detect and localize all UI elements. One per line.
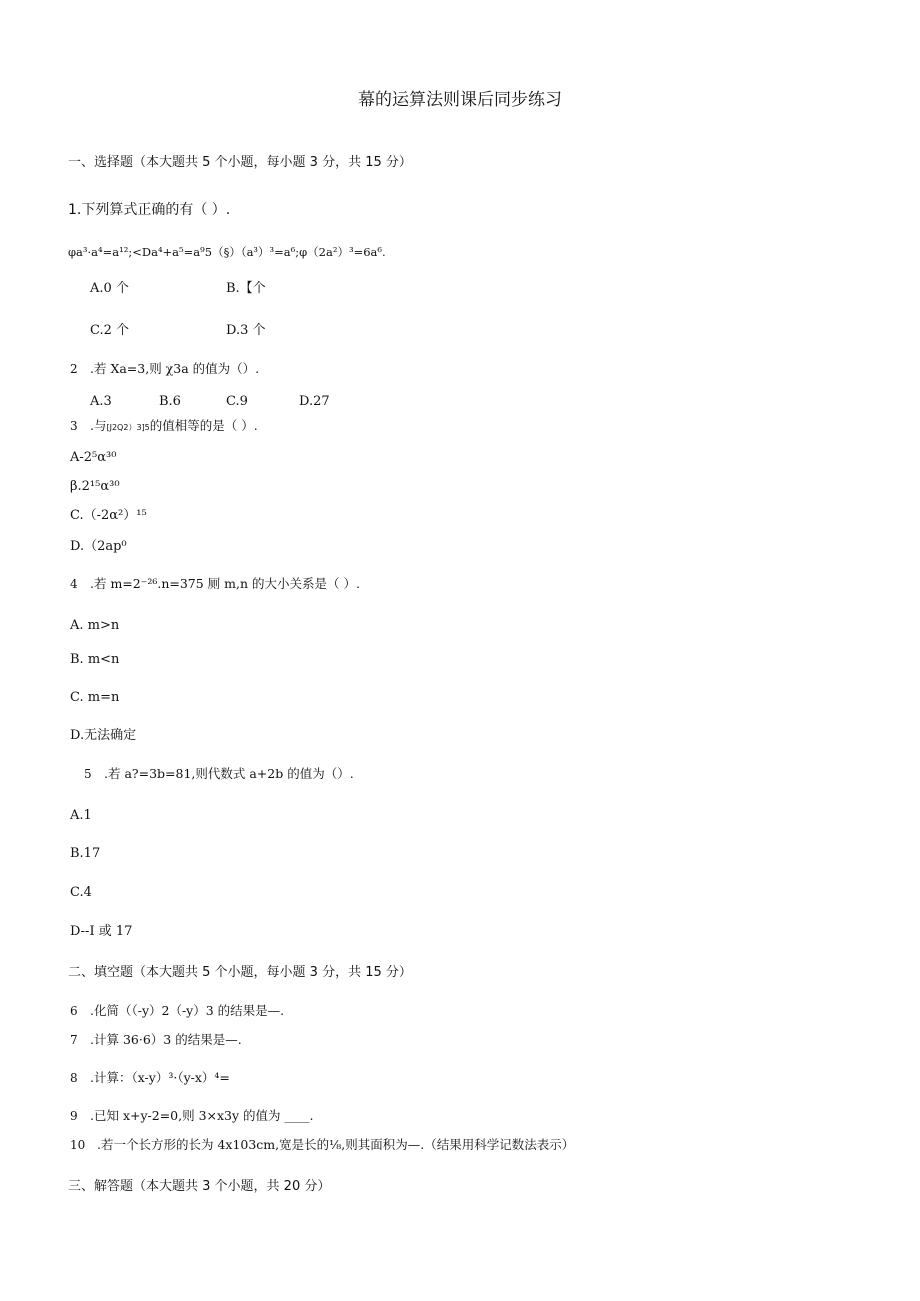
question-1-stem: 1.下列算式正确的有（ ）.	[68, 202, 231, 218]
question-8-number: 8	[70, 1071, 78, 1085]
question-3-option-d: D.（2ap⁰	[70, 539, 127, 554]
question-5-stem: .若 a?=3b=81,则代数式 a+2b 的值为（）.	[104, 766, 354, 781]
question-2-option-c: C.9	[226, 394, 248, 409]
question-5-option-d: D--I 或 17	[70, 924, 133, 939]
question-1-option-d: D.3 个	[226, 323, 266, 338]
section-heading-answer: 三、解答题（本大题共 3 个小题，共 20 分）	[68, 1179, 331, 1194]
question-1-option-a: A.0 个	[90, 281, 129, 296]
question-9-stem: .已知 x+y-2=0,则 3×x3y 的值为 ____.	[90, 1108, 314, 1123]
question-4-number: 4	[70, 577, 78, 591]
question-2-stem: .若 Xa=3,则 χ3a 的值为（）.	[90, 361, 260, 376]
section-heading-choice: 一、选择题（本大题共 5 个小题，每小题 3 分，共 15 分）	[68, 155, 412, 170]
question-7-stem: .计算 36·6）3 的结果是—.	[90, 1032, 242, 1047]
question-3-stem-pre: .与	[90, 418, 107, 433]
question-10-stem: .若一个长方形的长为 4x103cm,宽是长的⅛,则其面积为—.（结果用科学记数法表示）	[97, 1137, 575, 1152]
question-1-option-b: B.【个	[226, 281, 266, 296]
question-4-option-a: A. m>n	[70, 618, 120, 633]
question-7-number: 7	[70, 1033, 78, 1047]
question-10-number: 10	[70, 1138, 86, 1152]
question-3-expression: [J2Q2）3]5	[106, 423, 150, 432]
question-5-number: 5	[84, 767, 92, 781]
question-3-stem-post: 的值相等的是（ ）.	[149, 418, 258, 433]
question-2-option-d: D.27	[299, 394, 330, 409]
question-6-stem: .化简（（-y）2（-y）3 的结果是—.	[90, 1003, 285, 1018]
question-5-option-c: C.4	[70, 885, 92, 900]
question-5-option-b: B.17	[70, 846, 101, 861]
page-title: 幕的运算法则课后同步练习	[358, 90, 562, 110]
question-3-option-a: A-2⁵α³⁰	[70, 450, 117, 465]
question-3-number: 3	[70, 419, 78, 433]
question-4-option-b: B. m<n	[70, 652, 120, 667]
question-4-option-c: C. m=n	[70, 690, 120, 705]
question-6-number: 6	[70, 1004, 78, 1018]
question-2-option-a: A.3	[90, 394, 112, 409]
question-8-stem: .计算：（x-y）³·（y-x）⁴=	[90, 1070, 230, 1085]
question-2-option-b: B.6	[159, 394, 181, 409]
question-1-option-c: C.2 个	[90, 323, 130, 338]
question-2-number: 2	[70, 362, 78, 376]
question-9-number: 9	[70, 1109, 78, 1123]
question-1-expression: φa³·a⁴=a¹²;<Da⁴+a⁵=a⁹5（§）（a³）³=a⁶;φ（2a²）³=6a⁶.	[68, 245, 386, 259]
question-5-option-a: A.1	[70, 808, 92, 823]
question-3-stem	[90, 418, 258, 436]
question-4-stem: .若 m=2⁻²⁶.n=375 厕 m,n 的大小关系是（ ）.	[90, 576, 360, 591]
question-4-option-d: D.无法确定	[70, 728, 137, 743]
question-3-option-b: β.2¹⁵α³⁰	[70, 479, 120, 494]
section-heading-fill: 二、填空题（本大题共 5 个小题，每小题 3 分，共 15 分）	[68, 965, 412, 980]
question-3-option-c: C.（-2α²）¹⁵	[70, 508, 147, 523]
